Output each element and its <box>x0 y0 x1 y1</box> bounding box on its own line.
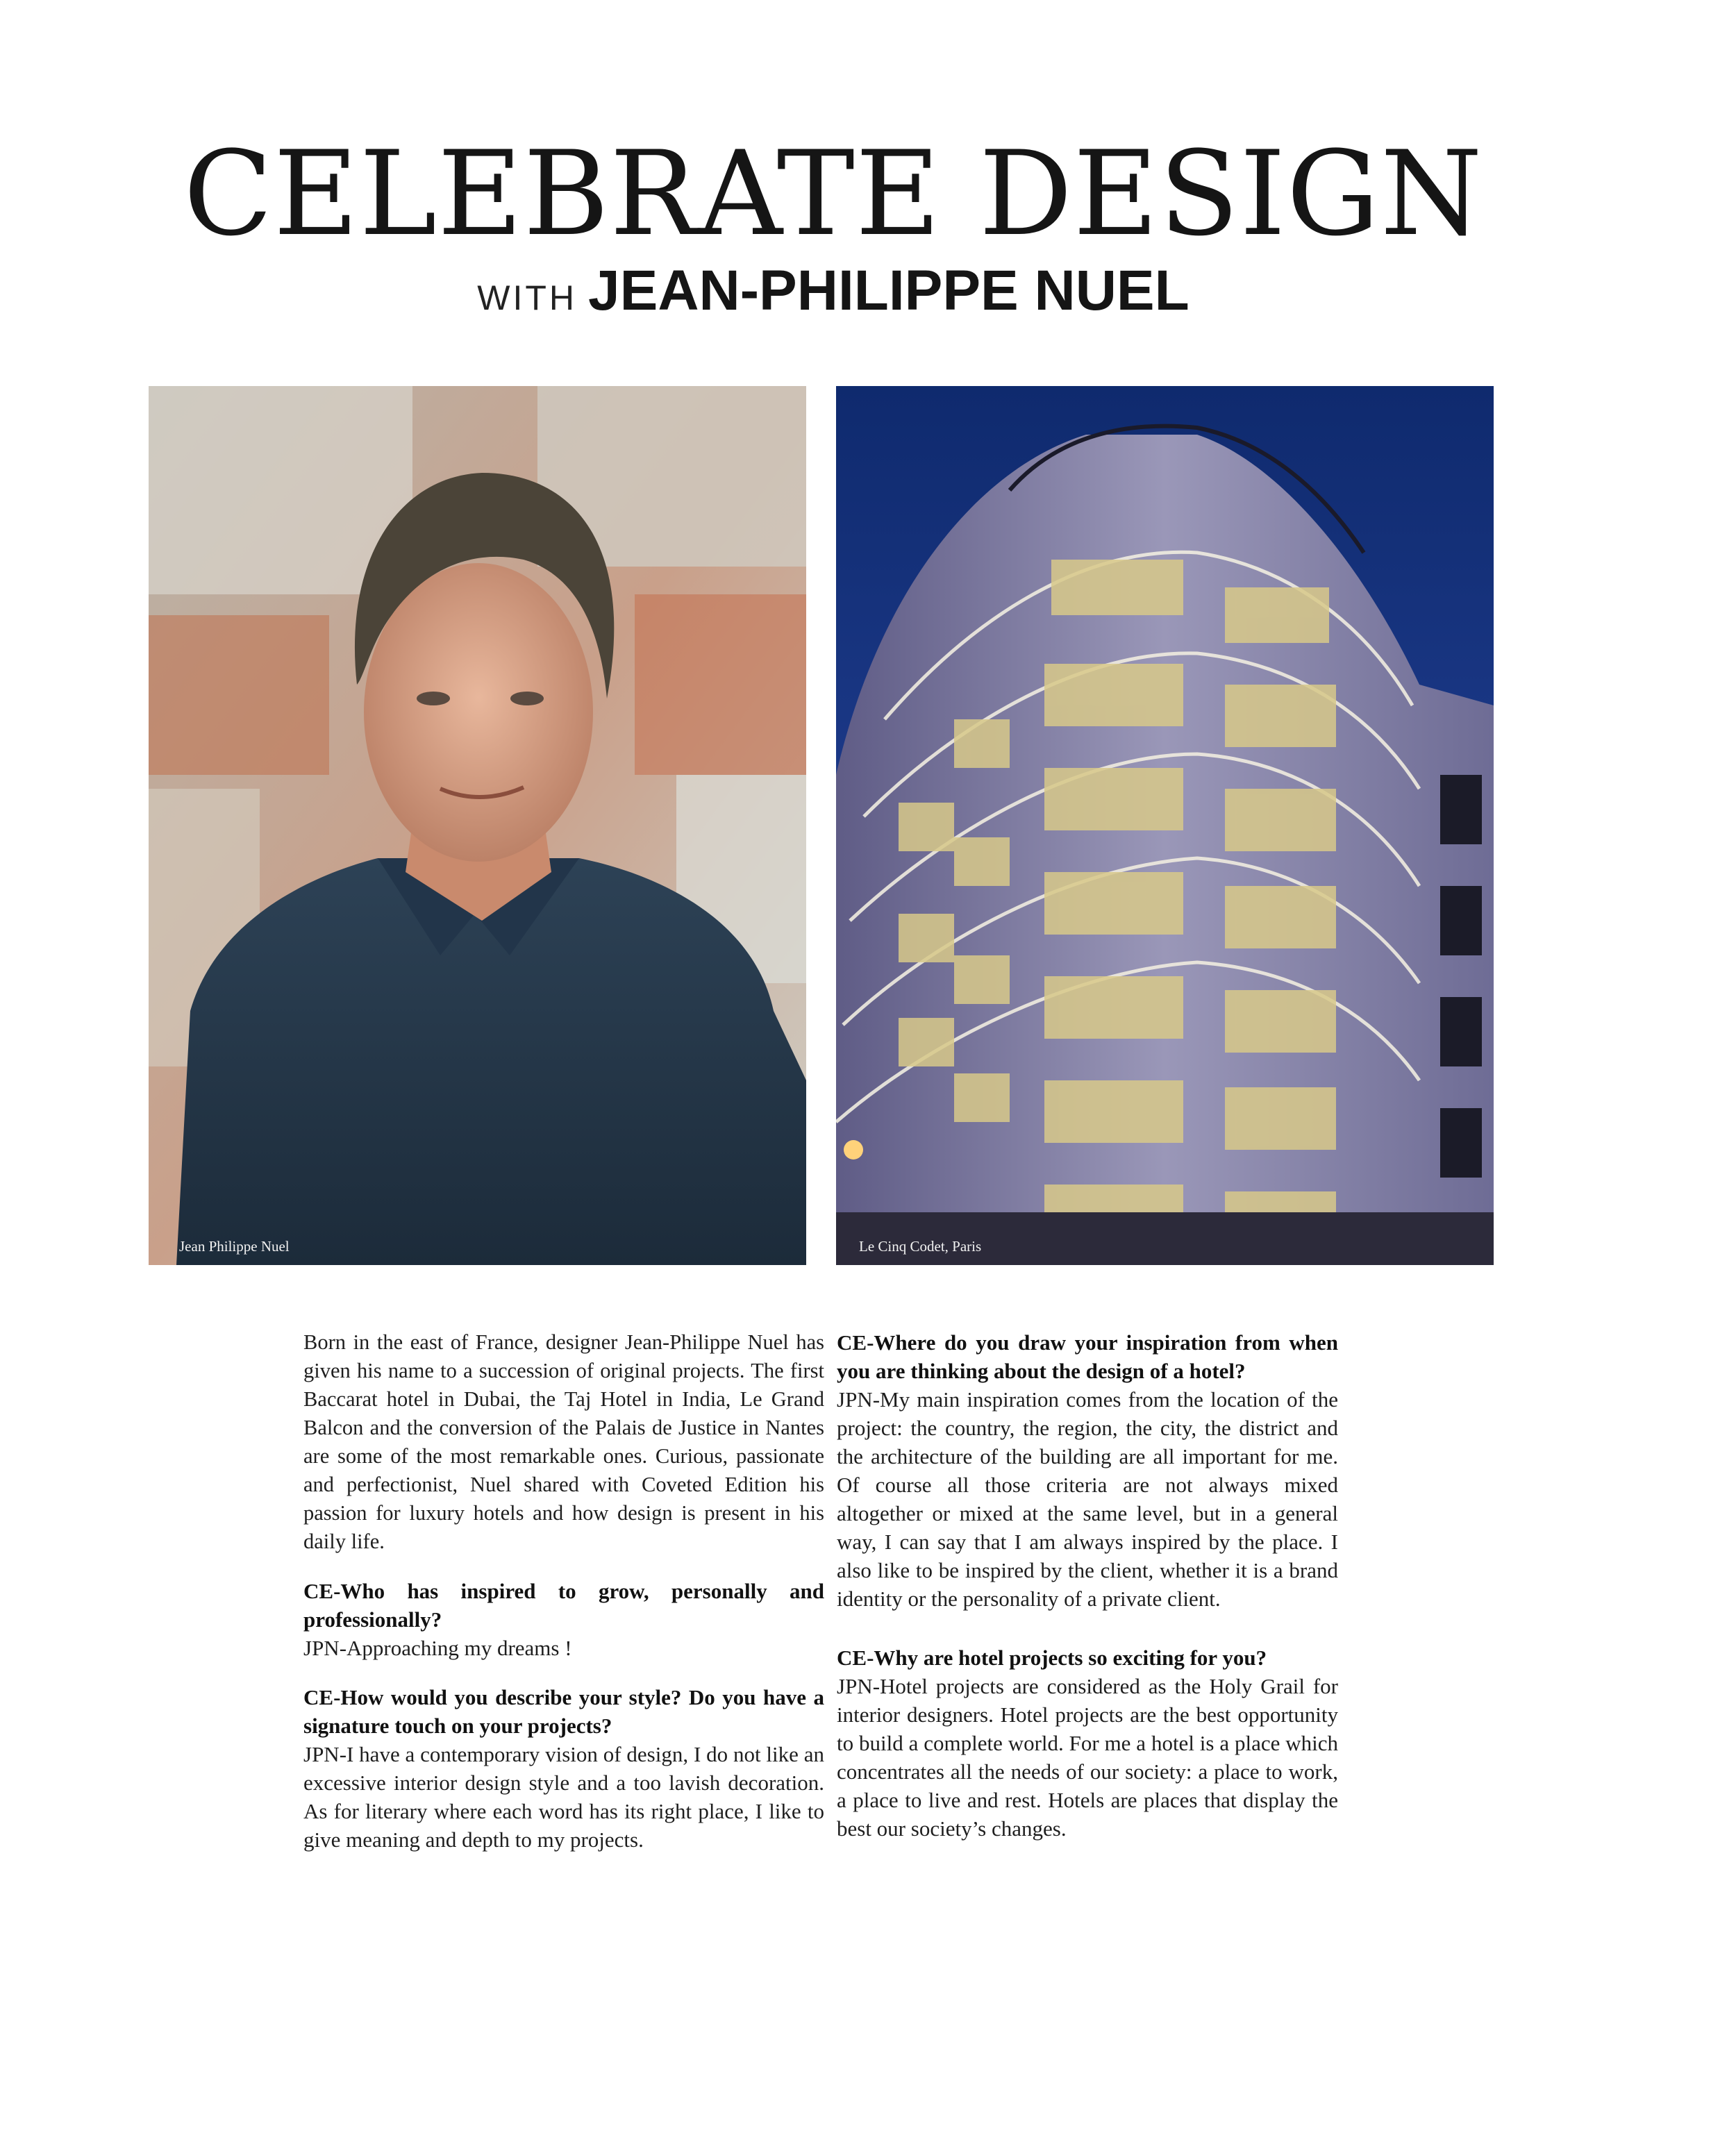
answer: JPN-Approaching my dreams ! <box>303 1636 572 1660</box>
building-caption: Le Cinq Codet, Paris <box>859 1238 982 1255</box>
answer: JPN-My main inspiration comes from the location of the project: the country, the region, the city, the district and the architecture of the building are all important for me. Of course all those criteria are not always mixed altogether or mixed at the same level, but in a general way, I can say that I am always inspired by the place. I also like to be inspired by the client, whether it is a brand identity or the personality of a private client. <box>837 1387 1338 1611</box>
article-column-left <box>303 1328 824 1875</box>
question: CE-Where do you draw your inspiration from when you are thinking about the design of a hotel? <box>837 1330 1338 1383</box>
question: CE-Who has inspired to grow, personally and professionally? <box>303 1579 824 1632</box>
article-intro: Born in the east of France, designer Jean-Philippe Nuel has given his name to a succession of original projects. The first Baccarat hotel in Dubai, the Taj Hotel in India, Le Grand Balcon and the conversion of the Palais de Justice in Nantes are some of the most remarkable ones. Curious, passionate and perfectionist, Nuel shared with Coveted Edition his passion for luxury hotels and how design is present in his daily life. <box>303 1330 824 1553</box>
building-illustration <box>836 386 1494 1265</box>
question: CE-How would you describe your style? Do you have a signature touch on your projects? <box>303 1685 824 1738</box>
portrait-caption: Jean Philippe Nuel <box>179 1238 290 1255</box>
qa-block <box>303 1683 824 1854</box>
answer: JPN-Hotel projects are considered as the Holy Grail for interior designers. Hotel projects are the best opportunity to build a complete world. For me a hotel is a place which concentrates all the needs of our society: a place to work, a place to live and rest. Hotels are places that display the best our society’s changes. <box>837 1674 1338 1841</box>
subtitle-name: JEAN-PHILIPPE NUEL <box>588 259 1190 322</box>
qa-block <box>303 1577 824 1662</box>
answer: JPN-I have a contemporary vision of design, I do not like an excessive interior design style and a too lavish decoration. As for literary where each word has its right place, I like to give meaning and depth to my projects. <box>303 1742 824 1852</box>
article-column-right <box>837 1328 1338 1864</box>
question: CE-Why are hotel projects so exciting for you? <box>837 1646 1267 1670</box>
page-title: CELEBRATE DESIGN <box>183 126 1483 262</box>
portrait-photo <box>149 386 806 1265</box>
qa-block <box>837 1643 1338 1843</box>
portrait-illustration <box>149 386 806 1265</box>
building-photo <box>836 386 1494 1265</box>
subtitle-with: WITH <box>477 278 578 317</box>
qa-block <box>837 1328 1338 1613</box>
page-subtitle <box>0 259 1667 322</box>
